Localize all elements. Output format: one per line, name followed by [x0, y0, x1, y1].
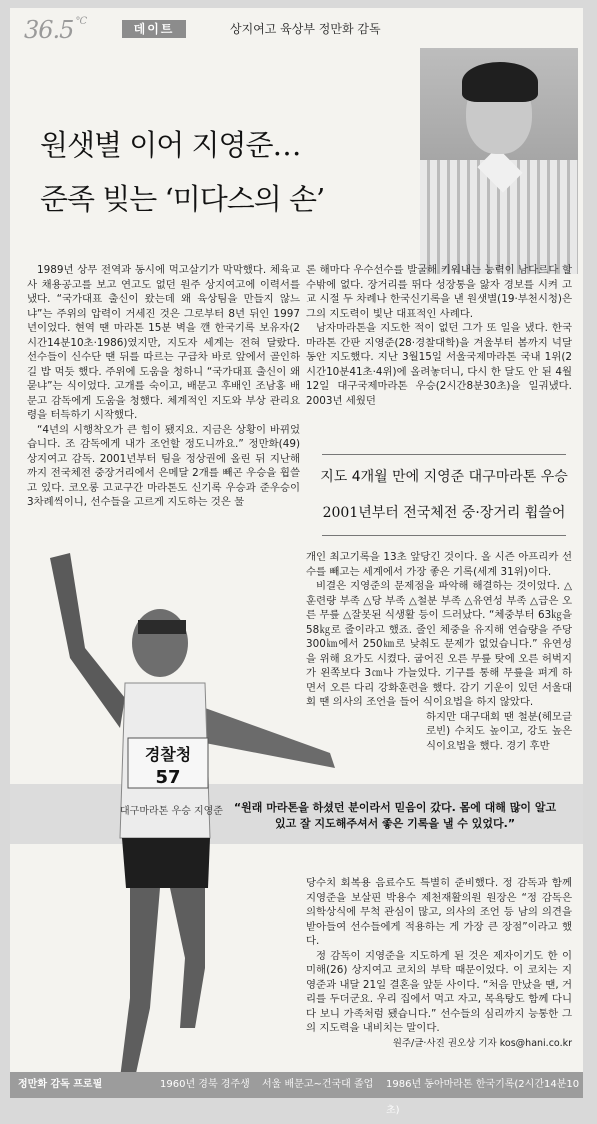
body-column-3	[306, 550, 572, 753]
paragraph: 남자마라톤을 지도한 적이 없던 그가 또 일을 냈다. 한국 마라톤 간판 지영준(28·경찰대학)을 겨울부터 봄까지 넉달 동안 지도했다. 지난 3월15일 서울국제마라톤 국내 1위(2시간10분41초·4위)에 올려놓더니, 다시 한 달도 안 된 4월12일 대구국제마라톤 우승(2시간8분30초)을 일궈냈다. 2003년 세웠던	[306, 322, 572, 407]
headline-line-1: 원샛별 이어 지영준…	[40, 128, 301, 162]
paragraph: “4년의 시행착오가 큰 힘이 됐지요. 지금은 상황이 바뀌었습니다. 조 감독에게 내가 조언할 정도니까요.” 정만화(49) 상지여고 감독. 2001년부터 팀을 정상권에 올린 뒤 지난해까지 전국체전 중장거리에서 은메달 2개를 빼곤 우승을 휩쓸고 있다. 코오롱 고교구간 마라톤도 신기록 우승과 준우승이 3차례씩이니, 선수들을 고르게 지도하는 것은 물	[27, 423, 300, 508]
headline	[40, 118, 420, 226]
profile-item: 1960년 경북 경주생	[160, 1079, 250, 1090]
coach-portrait-photo	[420, 48, 578, 274]
headline-line-2: 준족 빚는 ‘미다스의 손’	[40, 182, 325, 216]
section-badge: 데이트	[122, 20, 186, 38]
outstretched-arm	[205, 708, 335, 768]
profile-item: 1986년 동아마라톤 한국기록(2시간14분10초)	[386, 1079, 580, 1116]
profile-item: 서울 배문고~건국대 졸업	[262, 1079, 374, 1090]
profile-footer	[10, 1072, 583, 1116]
right-leg	[170, 888, 205, 1028]
section-header	[10, 8, 583, 48]
bib-team: 경찰청	[144, 745, 192, 764]
profile-title: 정만화 감독 프로필	[18, 1079, 103, 1090]
newspaper-page	[10, 8, 583, 1116]
subheadline	[310, 450, 578, 540]
bib-number: 57	[155, 767, 181, 788]
article-kicker: 상지여고 육상부 정만화 감독	[230, 22, 381, 36]
body-column-2	[306, 263, 572, 408]
divider	[322, 454, 566, 455]
left-leg	[120, 888, 160, 1078]
raised-arm	[50, 553, 125, 728]
subheadline-line-1: 지도 4개월 만에 지영준 대구마라톤 우승	[320, 469, 568, 485]
paragraph: 당수치 회복용 음료수도 특별히 준비했다. 정 감독과 함께 지영준을 보살핀 박용수 제천재활의원 원장은 “정 감독은 의학상식에 무척 관심이 많고, 의사의 조언 등 남의 의견을 받아들여 선수들에게 적용하는 게 가장 큰 장점”이라고 했다.	[306, 877, 572, 947]
pull-quote: “원래 마라톤을 하셨던 분이라서 믿음이 갔다. 몸에 대해 많이 알고 있고 잘 지도해주셔서 좋은 기록을 낼 수 있었다.”	[233, 801, 557, 830]
paragraph: 정 감독이 지영준을 지도하게 된 것은 제자이기도 한 이미해(26) 상지여고 코치의 부탁 때문이었다. 이 코치는 지영준과 내달 21일 결혼을 앞둔 사이다. “처음 만났을 땐, 거리를 두더군요. 우리 집에서 먹고 자고, 목욕탕도 함께 다니다 보니 가족처럼 됐습니다.” 선수들의 심리까지 능통한 그의 지도력을 내비치는 말이다.	[306, 949, 572, 1034]
paragraph: 론 해마다 우수선수를 발굴해 키워내는 능력이 남다르다 할 수밖에 없다. 장거리를 뛰다 성장통을 앓자 경보를 시켜 고교 시절 두 차례나 한국신기록을 낸 원샛별(19·부천시청)은 그의 지도력이 빛난 대표적인 사례다.	[306, 264, 572, 320]
runner-head	[132, 609, 188, 677]
paragraph: 1989년 상무 전역과 동시에 먹고살기가 막막했다. 체육교사 채용공고를 보고 연고도 없던 원주 상지여고에 이력서를 냈다. “국가대표 출신이 왔는데 왜 육상팀을 만들지 않느냐”는 주위의 압력이 거세진 것은 그로부터 8년 뒤인 1997년이었다. 현역 땐 마라톤 15분 벽을 깬 한국기록 보유자(2시간14분10초·1986)였지만, 지도자 세계는 전혀 달랐다. 선수들이 신수단 땐 뒤를 따르는 구급차 바로 앞에서 골인하길 밥 먹듯 했다. 주위에 도움을 청하니 “국가대표 출신이 왜 묻냐”는 식이었다. 고개를 숙이고, 배문고 후배인 조남홍 배문고 감독에게 도움을 청했다. 체계적인 지도와 부상 관리요령을 터득하기 시작했다.	[27, 264, 300, 421]
quote-label: 대구마라톤 우승 지영준	[120, 806, 223, 817]
byline: 원주/글·사진 권오상 기자 kos@hani.co.kr	[392, 1037, 572, 1049]
subheadline-line-2: 2001년부터 전국체전 중·장거리 휩쓸어	[322, 505, 566, 521]
hair	[462, 62, 538, 102]
paragraph: 하지만 대구대회 땐 철분(헤모글로빈) 수치도 높이고, 강도 높은 식이요법을 했다. 경기 후반	[426, 710, 572, 752]
divider	[322, 535, 566, 536]
runner-shorts	[122, 838, 210, 888]
body-column-1	[27, 263, 300, 510]
body-column-4	[306, 876, 572, 1051]
section-logo	[24, 16, 86, 44]
logo-unit: °C	[75, 16, 87, 27]
logo-number: 36.5	[24, 16, 74, 44]
sunglasses	[138, 620, 186, 634]
paragraph: 비결은 지영준의 문제점을 파악해 해결하는 것이었다. △훈련량 부족 △당 부족 △철분 부족 △유연성 부족 △급은 오른 무릎 △잘못된 식생활 등이 드러났다. “체중부터 63㎏을 58㎏로 줄이라고 했죠. 줄인 체중을 유지해 연습량을 주당 300㎞에서 250㎞로 낮춰도 문제가 없었습니다.” 유연성을 위해 요가도 시켰다. 굽어진 오른 무릎 탓에 오른 허벅지가 왼쪽보다 3㎝나 가늘었다. 기구를 통해 무릎을 펴게 하면서 오른 다리 강화훈련을 했다. 감기 기운이 있던 서울대회 땐 의사의 조언을 들어 식이요법을 하지 않았다.	[306, 580, 572, 708]
paragraph: 개인 최고기록을 13초 앞당긴 것이다. 올 시즌 아프리카 선수를 빼고는 세계에서 가장 좋은 기록(세계 31위)이다.	[306, 551, 572, 578]
